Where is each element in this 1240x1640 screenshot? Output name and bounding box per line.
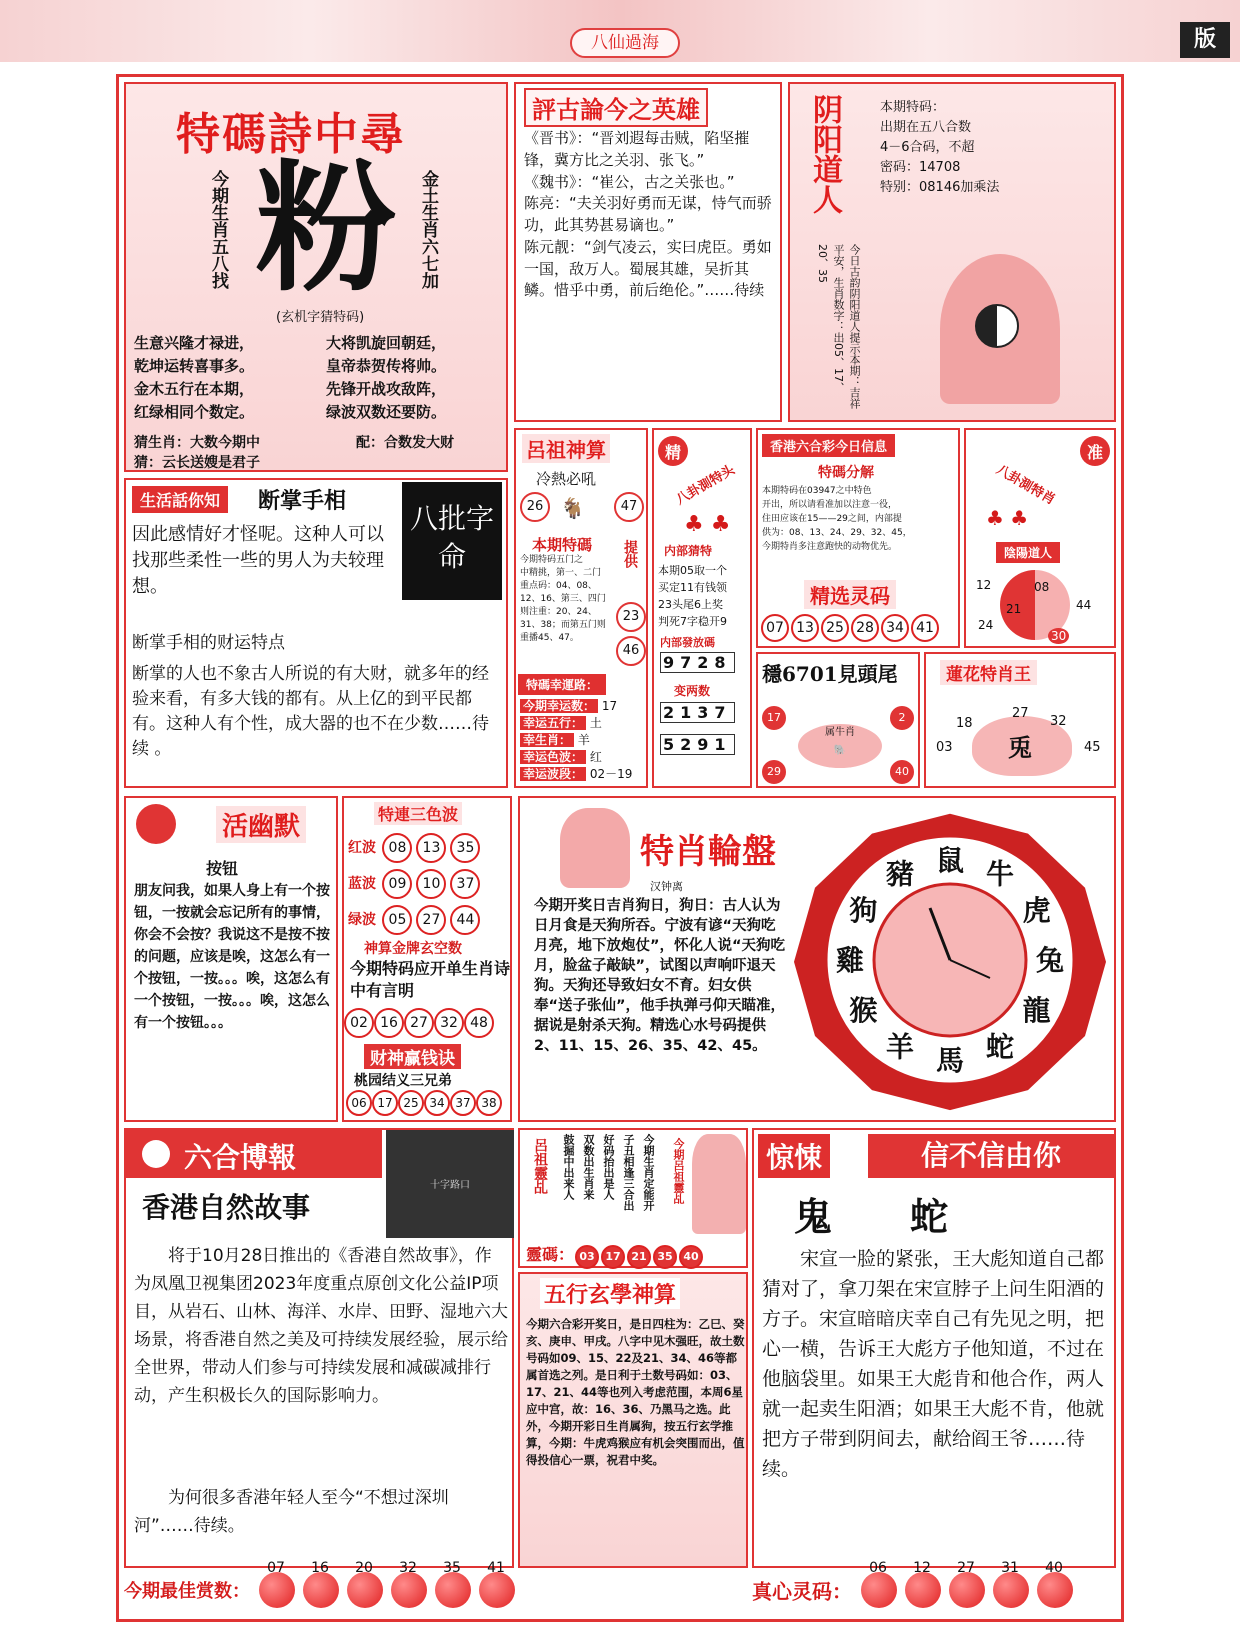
- lotus-box: [924, 652, 1116, 788]
- footer-left: [124, 1560, 620, 1616]
- wave-title: 特連三色波: [374, 802, 462, 825]
- zodiac-label: 牛: [985, 857, 1015, 891]
- wen-num-2: 2: [890, 706, 914, 730]
- liuhe-title: 六合博報: [184, 1141, 297, 1174]
- footer-left-nums: 07 16 20 32 35 41: [255, 1572, 519, 1608]
- poem-title: 特碼詩中尋: [176, 109, 406, 160]
- lotus-num: 45: [1084, 740, 1101, 755]
- liuhe-box: [124, 1128, 514, 1568]
- lvzu-tema-title: 本期特碼: [532, 536, 593, 554]
- jingsong-title: 信不信由你: [868, 1134, 1114, 1178]
- bagua-num: 12: [976, 578, 992, 592]
- hk-jx-nums: 07 13 25 28 34 41: [760, 614, 940, 642]
- top-label: 八仙過海: [570, 28, 680, 58]
- wen-num-4: 40: [890, 760, 914, 784]
- zodiac-label: 鼠: [935, 844, 965, 877]
- liuhe-photo: 十字路口: [386, 1130, 514, 1238]
- zodiac-label: 猴: [849, 994, 878, 1027]
- palm-box: [124, 478, 508, 788]
- immortal-figure: [560, 808, 630, 888]
- liuhe-text2: 为何很多香港年轻人至今“不想过深圳河”……待续。: [134, 1488, 449, 1536]
- poem-left-vertical: 今期生肖五八找: [208, 170, 228, 289]
- lvzu-tema-text: 今期特码五门之 中精挑，第一、二门 重点码：04、08、 12、16、第三、四门 则注重：20、24、 31、38；而第五门则 重播45、47。: [520, 555, 606, 643]
- wheel-author: 汉钟离: [650, 880, 683, 893]
- wen-num-3: 29: [762, 760, 786, 784]
- lvzu2-poem: 今期生肖定能开 子丑相逢三合出 好码抬出是人 双数出生肖来 鼓掘中出来人: [562, 1134, 655, 1211]
- wave-cai-title: 财神赢钱诀: [364, 1044, 461, 1069]
- liuhe-sub: 香港自然故事: [142, 1191, 311, 1224]
- poem-riddle1-right: 配：合数发大财: [356, 435, 454, 451]
- lotus-num: 27: [1012, 706, 1029, 721]
- poem-big-char: 粉: [256, 147, 397, 311]
- hero-box: [514, 82, 782, 422]
- zodiac-label: 狗: [849, 894, 878, 927]
- jingsong-head: 鬼 蛇: [794, 1194, 969, 1239]
- wheel-title: 特肖輪盤: [640, 832, 776, 872]
- wave-cai-text: 桃园结义三兄弟: [354, 1073, 452, 1089]
- yinyang-vertical: 今日古韵阴阳道人提示本期：吉祥平安，生肖数字：出05、17、20、35: [816, 244, 861, 409]
- jingsong-text: 宋宣一脸的紧张，王大彪知道自己都猜对了，拿刀架在宋宣脖子上问生阳酒的方子。宋宣暗暗庆幸自己有先见之明，把心一横，告诉王大彪方子他知道，不过在他脑袋里。如果王大彪肯和他合作，两人就一起卖生阳酒；如果王大彪不肯，他就把方子带到阴间去，献给阎王爷……待续。: [762, 1248, 1105, 1480]
- lotus-num: 18: [956, 716, 973, 731]
- corner-label: 版: [1180, 22, 1230, 58]
- jing-title: 八卦測特头: [673, 462, 738, 508]
- humor-box: [124, 796, 338, 1122]
- hk-box: [756, 428, 960, 648]
- humor-head: 按钮: [206, 859, 239, 878]
- mascot-icon: [136, 804, 176, 844]
- goat-icon: 🐐: [560, 496, 585, 520]
- poem-caption: (玄机字猜特码): [276, 310, 365, 325]
- jingsong-tag: 惊悚: [758, 1134, 830, 1178]
- bagua-num: 21: [1006, 602, 1022, 616]
- humor-title: 活幽默: [216, 806, 306, 843]
- bagua-box: [964, 428, 1116, 648]
- jing-code-row1: 9728: [660, 652, 735, 673]
- wen-center: 属牛肖 🐘: [798, 724, 882, 768]
- clover-icon-2: ♣ ♣: [986, 506, 1029, 530]
- wave-shen-text: 今期特码应开单生肖诗中有言明: [350, 959, 511, 1000]
- footer-left-label: 今期最佳赏数：: [124, 1581, 250, 1602]
- bagua-num: 44: [1076, 598, 1092, 612]
- zodiac-label: 兔: [1035, 944, 1065, 977]
- lvzu-lucky-title: 特碼幸運路：: [518, 674, 606, 695]
- jing-change-title: 变两数: [674, 684, 711, 698]
- zodiac-label: 龍: [1022, 994, 1051, 1027]
- wheel-text: 今期开奖日吉肖狗日，狗日：古人认为日月食是天狗所吞。宁波有谚“天狗吃月亮，地下放炮仗”，怀化人说“天狗吃月，脸盆子敲缺”，试图以声响吓退天狗。天狗还导致妇女不育。妇女供奉“送子张仙”，他手执弹弓仰天瞄准，据说是射杀天狗。精选心水号码提供2、11、15、26、35、42、45。: [534, 898, 786, 1054]
- wuxing-box: [518, 1272, 748, 1568]
- hero-text: 《晋书》：“晋刘遐每击贼，陷坚摧锋，冀方比之关羽、张飞。” 《魏书》：“崔公，古之关张也。” 陈亮：“夫关羽好勇而无谋，恃气而骄功，此其势甚易谪也。” 陈元靓：“剑气凌云，实曰虎臣。勇如一国，敌万人。蜀展其雄，吴折其鳞。惜乎中勇，前后绝伦。”……待续: [524, 129, 772, 300]
- poem-box: [124, 82, 508, 472]
- poem-riddle2: 猜：云长送嫂是君子: [134, 455, 260, 471]
- footer-right-label: 真心灵码：: [752, 1579, 852, 1604]
- yinyang-title: 阴阳道人: [807, 94, 842, 214]
- lotus-title: 蓮花特肖王: [940, 660, 1037, 685]
- poem-right-vertical: 金土生肖六七加: [418, 170, 438, 289]
- zodiac-label: 馬: [935, 1044, 965, 1077]
- footer-right: [752, 1560, 1116, 1616]
- jingsong-box: [752, 1128, 1116, 1568]
- lvzu-prov-a: 23: [616, 602, 646, 632]
- palm-stamp: 八批字命: [402, 482, 502, 600]
- footer-right-nums: 06 12 27 31 40: [857, 1572, 1077, 1608]
- palm-label: 生活話你知: [132, 486, 228, 513]
- zodiac-label: 豬: [885, 857, 915, 891]
- clover-icon: ♣ ♣: [684, 512, 731, 537]
- lvzu2-box: [518, 1128, 748, 1268]
- lvzu2-code: 靈碼： 03 17 21 35 40: [526, 1242, 704, 1269]
- wen-num-1: 17: [762, 706, 786, 730]
- zodiac-label: 蛇: [985, 1030, 1015, 1064]
- zodiac-label: 虎: [1022, 894, 1051, 927]
- bagua-title: 八卦測特肖: [993, 462, 1058, 508]
- lvzu2-figure: [692, 1134, 746, 1234]
- wuxing-text: 今期六合彩开奖日，是日四柱为：乙巳、癸亥、庚申、甲戌。八字中见木强旺，故土数号码如09、15、22及21、34、46等都属首选之列。是日利于土数号码如：03、17、21、44等也列入考虑范围，本周6星应中宫，故：16、36、乃黑马之选。此外，今期开彩日生肖属狗，按五行玄学推算，今期：牛虎鸡猴应有机会突围而出，值得投信心一票，祝君中奖。: [526, 1317, 745, 1467]
- lvzu2-left: 呂祖靈乩: [532, 1138, 548, 1194]
- lvzu-lucky-list: 今期幸运数： 17 幸运五行： 土 幸生肖： 羊 幸运色波： 红 幸运波段： 02－19: [520, 698, 632, 783]
- yinyang-lines: 本期特码： 出期在五八合数 4－6合码，不超 密码：14708 特别：08146加乘法: [880, 100, 1000, 195]
- lotus-num: 03: [936, 740, 953, 755]
- wave-shen-nums: 02 16 27 32 48: [344, 1008, 494, 1038]
- bagua-num: 30: [1048, 628, 1069, 644]
- weibo-icon: [142, 1140, 170, 1168]
- bagua-num: 24: [978, 618, 994, 632]
- jing-box: [652, 428, 752, 788]
- lvzu-num-a: 26: [520, 492, 550, 522]
- liuhe-text: 将于10月28日推出的《香港自然故事》，作为凤凰卫视集团2023年度重点原创文化公益IP项目，从岩石、山林、海洋、水岸、田野、湿地六大场景，将香港自然之美及可持续发展经验，展示给全世界，带动人们参与可持续发展和减碳减排行动，产生积极长久的国际影响力。: [134, 1246, 508, 1406]
- bagua-tag: 准: [1080, 436, 1110, 466]
- bagua-num: 08: [1034, 580, 1050, 594]
- zodiac-wheel: [790, 808, 1110, 1118]
- hk-sub: 特碼分解: [818, 465, 874, 481]
- jing-neibu-title: 内部猜特: [664, 544, 713, 558]
- lvzu2-right: 今期呂祖靈乩: [672, 1138, 685, 1204]
- lvzu-num-b: 47: [614, 492, 644, 522]
- wave-shen-title: 神算金牌玄空数: [364, 941, 462, 957]
- yinyang-box: [788, 82, 1116, 422]
- hk-title: 香港六合彩今日信息: [762, 434, 895, 457]
- palm-para-1: 因此感情好才怪呢。这种人可以找那些柔性一些的男人为夫较理想。: [132, 524, 384, 597]
- jing-neibu-lines: 本期05取一个 买定11有钱领 23头尾6上奖 判死7字稳开9: [658, 564, 727, 628]
- poem-riddle1-left: 猜生肖：大数今期中: [134, 435, 260, 451]
- zodiac-label: 雞: [835, 944, 865, 977]
- lvzu-box: [514, 428, 648, 788]
- stable-box: [756, 652, 920, 788]
- stable-title: 穩6701見頭尾: [762, 662, 898, 686]
- hk-jx-title: 精选灵码: [804, 580, 896, 609]
- wuxing-title: 五行玄學神算: [540, 1278, 680, 1309]
- poem-right-lines: 大将凯旋回朝廷， 皇帝恭贺传将帅。 先锋开战攻敌阵， 绿波双数还要防。: [326, 334, 447, 421]
- palm-para-2: 断掌手相的财运特点: [132, 633, 285, 653]
- palm-para-3: 断掌的人也不象古人所说的有大财，就多年的经验来看，有多大钱的都有。从上亿的到平民都有。这种人有个性，成大器的也不在少数……待续 。: [132, 664, 489, 759]
- wheel-box: [518, 796, 1116, 1122]
- zodiac-label: 羊: [885, 1030, 915, 1064]
- lvzu-subtitle: 冷熱必吼: [536, 470, 597, 488]
- hero-title: 評古論今之英雄: [524, 88, 708, 127]
- palm-title: 断掌手相: [258, 489, 347, 514]
- jing-code-title: 内部發放碼: [660, 636, 715, 649]
- lvzu-title: 呂祖神算: [522, 434, 610, 463]
- lvzu-provide: 提供: [622, 540, 638, 568]
- lotus-center: 兎: [1008, 734, 1032, 762]
- wave-rows: 红波 08 13 35 蓝波 09 10 37 绿波 05 27 44: [348, 830, 482, 938]
- bagua-sub: 陰陽道人: [996, 542, 1060, 563]
- lotus-num: 32: [1050, 714, 1067, 729]
- humor-text: 朋友问我，如果人身上有一个按钮，一按就会忘记所有的事情，你会不会按？我说这不是按不按的问题，应该是唉，这怎么有一个按钮，一按。。。唉，这怎么有一个按钮，一按。。。唉，这怎么有一个按钮。。。: [134, 883, 330, 1031]
- jing-tag: 精: [658, 436, 688, 466]
- jing-code-row2: 2137: [660, 702, 735, 723]
- wave-box: [342, 796, 512, 1122]
- hk-lines: 本期特码在03947之中特色 开出，所以请看准加以注意一役， 住田应该在15——29之间，内部提 供为：08、13、24、29、32、45， 今期特肖多注意跑快的动物优先。: [762, 486, 912, 552]
- yinyang-symbol-icon: [975, 304, 1019, 348]
- wave-cai-nums: 06 17 25 34 37 38: [346, 1090, 502, 1116]
- lvzu-prov-b: 46: [616, 636, 646, 666]
- jing-code-row3: 5291: [660, 734, 735, 755]
- poem-left-lines: 生意兴隆才禄进， 乾坤运转喜事多。 金木五行在本期， 红绿相同个数定。: [134, 334, 255, 421]
